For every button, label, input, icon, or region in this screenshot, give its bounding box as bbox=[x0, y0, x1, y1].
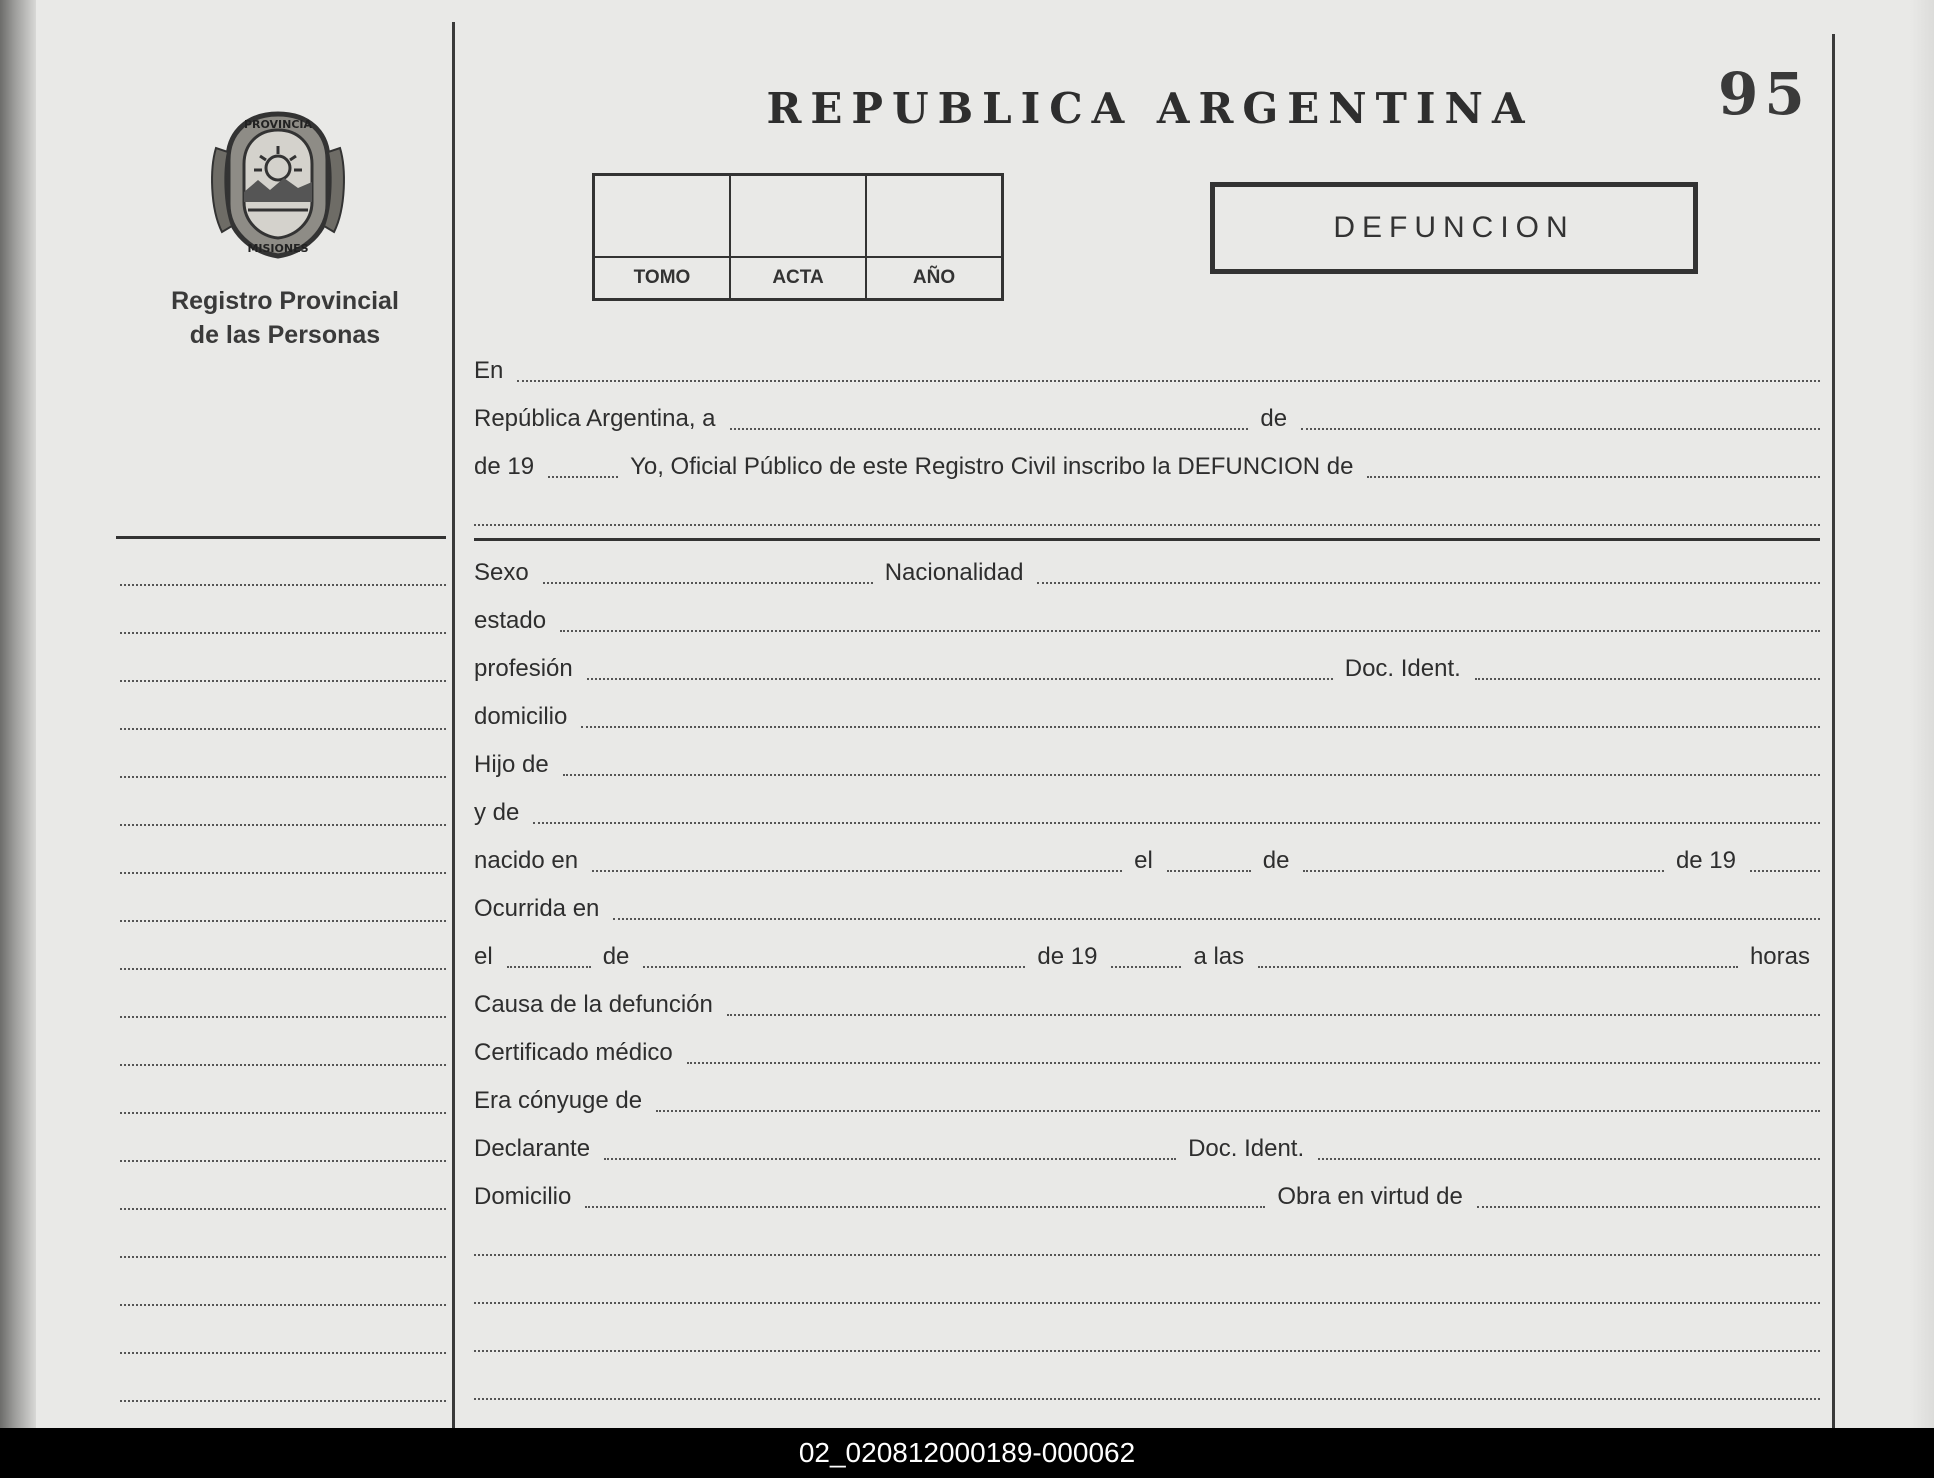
label-el: el bbox=[1134, 847, 1153, 874]
tomo-cell[interactable] bbox=[595, 176, 731, 298]
label-obra: Obra en virtud de bbox=[1277, 1183, 1463, 1210]
field-place[interactable] bbox=[517, 379, 1820, 382]
acta-label: ACTA bbox=[731, 256, 865, 298]
margin-line[interactable] bbox=[120, 582, 446, 586]
label-y-de: y de bbox=[474, 799, 520, 826]
label-causa: Causa de la defunción bbox=[474, 991, 713, 1018]
row-domicilio bbox=[474, 700, 1820, 734]
label-profesion: profesión bbox=[474, 655, 573, 682]
label-republica: República Argentina, a bbox=[474, 405, 716, 432]
page-title: REPUBLICA ARGENTINA bbox=[766, 84, 1534, 133]
field-birth-month[interactable] bbox=[1303, 869, 1663, 872]
field-deceased-name-cont[interactable] bbox=[474, 523, 1820, 526]
label-de-19-2: de 19 bbox=[1037, 943, 1098, 970]
field-mother[interactable] bbox=[533, 821, 1820, 824]
label-certificado: Certificado médico bbox=[474, 1039, 673, 1066]
margin-line[interactable] bbox=[120, 1062, 446, 1066]
svg-text:PROVINCIA: PROVINCIA bbox=[243, 118, 313, 131]
row-blank-2 bbox=[474, 1276, 1820, 1310]
row-certificado bbox=[474, 1036, 1820, 1070]
row-sexo bbox=[474, 556, 1820, 590]
field-sexo[interactable] bbox=[543, 581, 873, 584]
field-blank-4[interactable] bbox=[474, 1397, 1820, 1400]
field-death-month[interactable] bbox=[643, 965, 1025, 968]
field-causa[interactable] bbox=[727, 1013, 1820, 1016]
registry-box bbox=[592, 173, 1004, 301]
margin-line[interactable] bbox=[120, 726, 446, 730]
field-death-time[interactable] bbox=[1258, 965, 1738, 968]
row-nacido bbox=[474, 844, 1820, 878]
field-domicilio[interactable] bbox=[581, 725, 1820, 728]
misiones-coat-of-arms bbox=[208, 108, 348, 262]
field-birth-year[interactable] bbox=[1750, 869, 1820, 872]
label-de-2: de bbox=[602, 943, 630, 970]
row-estado bbox=[474, 604, 1820, 638]
field-declarante-doc[interactable] bbox=[1318, 1157, 1820, 1160]
right-border bbox=[1832, 34, 1835, 1428]
margin-line[interactable] bbox=[120, 1014, 446, 1018]
row-continuation bbox=[474, 498, 1820, 532]
row-fecha-hora bbox=[474, 940, 1820, 974]
anio-cell[interactable] bbox=[867, 176, 1001, 298]
margin-line[interactable] bbox=[120, 678, 446, 682]
row-blank-4 bbox=[474, 1372, 1820, 1406]
margin-divider bbox=[452, 22, 455, 1428]
label-nacido-en: nacido en bbox=[474, 847, 579, 874]
field-obra[interactable] bbox=[1477, 1205, 1820, 1208]
row-causa bbox=[474, 988, 1820, 1022]
label-yo: Yo, Oficial Público de este Registro Civil inscribo la DEFUNCION de bbox=[630, 453, 1354, 480]
label-nacionalidad: Nacionalidad bbox=[884, 559, 1024, 586]
margin-line[interactable] bbox=[120, 822, 446, 826]
field-declarante[interactable] bbox=[604, 1157, 1176, 1160]
row-yo bbox=[474, 450, 1820, 484]
label-declarante: Declarante bbox=[474, 1135, 591, 1162]
field-declarante-domicilio[interactable] bbox=[585, 1205, 1265, 1208]
margin-line[interactable] bbox=[120, 1302, 446, 1306]
margin-line[interactable] bbox=[120, 774, 446, 778]
page-number: 95 bbox=[1718, 60, 1811, 128]
label-hijo-de: Hijo de bbox=[474, 751, 549, 778]
field-blank-3[interactable] bbox=[474, 1349, 1820, 1352]
label-de: de bbox=[1262, 847, 1290, 874]
registry-name bbox=[130, 284, 440, 352]
field-deceased-name[interactable] bbox=[1367, 475, 1820, 478]
field-month[interactable] bbox=[1301, 427, 1820, 430]
row-ocurrida bbox=[474, 892, 1820, 926]
row-en bbox=[474, 354, 1820, 388]
field-death-day[interactable] bbox=[507, 965, 591, 968]
field-blank-1[interactable] bbox=[474, 1253, 1820, 1256]
field-birthplace[interactable] bbox=[592, 869, 1122, 872]
label-doc-ident: Doc. Ident. bbox=[1344, 655, 1461, 682]
margin-line[interactable] bbox=[120, 1206, 446, 1210]
field-year[interactable] bbox=[548, 475, 618, 478]
label-a-las: a las bbox=[1193, 943, 1245, 970]
label-domicilio-2: Domicilio bbox=[474, 1183, 572, 1210]
label-de: de bbox=[1260, 405, 1288, 432]
field-estado[interactable] bbox=[560, 629, 1820, 632]
svg-text:MISIONES: MISIONES bbox=[247, 242, 309, 255]
margin-line[interactable] bbox=[120, 1398, 446, 1402]
margin-line[interactable] bbox=[120, 966, 446, 970]
margin-line[interactable] bbox=[120, 1254, 446, 1258]
margin-line[interactable] bbox=[120, 630, 446, 634]
row-hijo-de bbox=[474, 748, 1820, 782]
field-profesion[interactable] bbox=[587, 677, 1333, 680]
field-day[interactable] bbox=[730, 427, 1249, 430]
row-blank-3 bbox=[474, 1324, 1820, 1358]
row-profesion bbox=[474, 652, 1820, 686]
margin-line[interactable] bbox=[120, 1350, 446, 1354]
label-de-19: de 19 bbox=[1675, 847, 1736, 874]
label-horas: horas bbox=[1749, 943, 1810, 970]
row-blank-1 bbox=[474, 1228, 1820, 1262]
row-domicilio-obra bbox=[474, 1180, 1820, 1214]
label-de19: de 19 bbox=[474, 453, 535, 480]
document-type-box: DEFUNCION bbox=[1210, 182, 1698, 274]
field-birth-day[interactable] bbox=[1167, 869, 1251, 872]
label-en: En bbox=[474, 357, 504, 384]
label-domicilio: domicilio bbox=[474, 703, 568, 730]
field-blank-2[interactable] bbox=[474, 1301, 1820, 1304]
anio-label: AÑO bbox=[867, 256, 1001, 298]
label-ocurrida-en: Ocurrida en bbox=[474, 895, 600, 922]
label-sexo: Sexo bbox=[474, 559, 529, 586]
label-el-2: el bbox=[474, 943, 493, 970]
margin-line[interactable] bbox=[120, 1110, 446, 1114]
registry-line-1: Registro Provincial bbox=[171, 287, 399, 315]
tomo-label: TOMO bbox=[595, 256, 729, 298]
field-death-place[interactable] bbox=[613, 917, 1820, 920]
field-death-year[interactable] bbox=[1111, 965, 1181, 968]
field-nacionalidad[interactable] bbox=[1037, 581, 1820, 584]
section-rule bbox=[474, 538, 1820, 541]
field-father[interactable] bbox=[563, 773, 1820, 776]
image-id-caption: 02_020812000189-000062 bbox=[0, 1428, 1934, 1478]
scan-left-edge bbox=[0, 0, 36, 1428]
row-republica bbox=[474, 402, 1820, 436]
row-y-de bbox=[474, 796, 1820, 830]
registry-line-2: de las Personas bbox=[189, 321, 381, 349]
label-estado: estado bbox=[474, 607, 547, 634]
label-doc-ident-2: Doc. Ident. bbox=[1188, 1135, 1305, 1162]
row-declarante bbox=[474, 1132, 1820, 1166]
field-conyuge[interactable] bbox=[656, 1109, 1820, 1112]
row-conyuge bbox=[474, 1084, 1820, 1118]
margin-line[interactable] bbox=[120, 870, 446, 874]
margin-line[interactable] bbox=[120, 918, 446, 922]
scan-right-edge bbox=[1910, 0, 1934, 1428]
field-doc-ident[interactable] bbox=[1475, 677, 1820, 680]
field-certificado[interactable] bbox=[687, 1061, 1820, 1064]
margin-rule bbox=[116, 536, 446, 539]
margin-line[interactable] bbox=[120, 1158, 446, 1162]
label-conyuge: Era cónyuge de bbox=[474, 1087, 643, 1114]
acta-cell[interactable] bbox=[731, 176, 867, 298]
